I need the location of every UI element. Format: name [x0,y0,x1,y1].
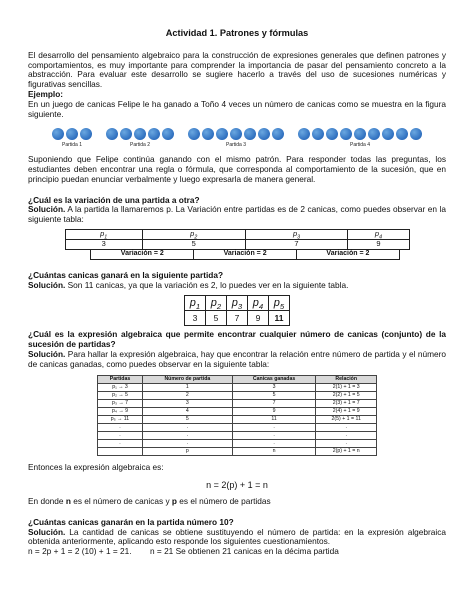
question-4: ¿Cuántas canicas ganarán en la partida número 10? [28,516,234,527]
table-cell: Variación = 2 [91,249,194,259]
marble-icon [368,128,380,140]
table-row [98,391,377,399]
table-cell: n [232,447,316,455]
table-cell: . [232,439,316,447]
marble-icon [326,128,338,140]
formula: n = 2(p) + 1 = n [206,480,268,491]
table-cell: p₃ → 7 [98,399,143,407]
table-cell: 3 [185,311,206,326]
solution-1-label: Solución. [28,204,66,215]
table-cell: 2(1) + 1 = 3 [316,383,377,391]
table-cell: $p_2$ [206,296,227,311]
table-header-row [98,375,377,383]
table-header: Partidas [98,375,143,383]
solution-2-label: Solución. [28,279,66,290]
solution-4-label: Solución. [28,526,66,537]
table-cell: 9 [248,311,269,326]
marble-row [298,128,422,140]
table-cell: 3 [65,239,142,249]
marble-icon [148,128,160,140]
table-row [98,415,377,423]
table-cell: $p_2$ [142,229,245,239]
marble-icon [80,128,92,140]
table-cell: p [142,447,232,455]
marble-icon [340,128,352,140]
table-header: Relación [316,375,377,383]
table-cell: 2 [142,391,232,399]
marble-group [106,128,174,149]
table-cell: p₅ → 11 [98,415,143,423]
table-cell: 9 [232,407,316,415]
solution-3-text: Para hallar la expresión algebraica, hay que encontrar la relación entre número de partida y el número de canicas ganadas, como puedes observar en la siguiente tabla: [28,349,446,369]
table-cell: . [98,423,143,431]
page-title: Actividad 1. Patrones y fórmulas [165,28,309,38]
table-cell [98,447,143,455]
table-row [98,431,377,439]
table-row [185,296,290,311]
marble-icon [66,128,78,140]
table-row [98,423,377,431]
table-cell: $p_3$ [227,296,248,311]
table-row [65,239,409,249]
suppose-paragraph: Suponiendo que Felipe continúa ganando con el mismo patrón. Para responder todas las preguntas, los estudiantes deben encontrar una regla o fórmula, que corresponda al comportamiento de la sucesión, que en principio puedan enunciar verbalmente y luego expresarla de manera general. [28,154,446,184]
marble-icon [134,128,146,140]
table-row [65,229,409,239]
marble-group [298,128,422,149]
relation-table [97,375,377,456]
table-cell: 4 [142,407,232,415]
question-1: ¿Cuál es la variación de una partida a otra? [28,194,200,205]
table-cell: 2(5) + 1 = 11 [316,415,377,423]
table-cell: p₄ → 9 [98,407,143,415]
final-answer: n = 2p + 1 = 2 (10) + 1 = 21. n = 21 Se obtienen 21 canicas en la décima partida [28,546,339,557]
table-cell: 2(3) + 1 = 7 [316,399,377,407]
marble-icon [106,128,118,140]
marble-icon [258,128,270,140]
solution-2 [28,281,446,291]
marble-icon [410,128,422,140]
table-cell: p₂ → 5 [98,391,143,399]
intro-paragraph: El desarrollo del pensamiento algebraico para la construcción de expresiones generales que definen patrones y comportamientos, es muy importante para comprender la importancia de pasar del pensamiento concreto a la abstracción. Para evaluar este desarrollo se sugiere hacerlo a través del uso de sucesiones numéricas y figurativas sencillas. [28,49,446,90]
marble-icon [272,128,284,140]
table-cell: . [142,423,232,431]
next-game-table [184,295,290,326]
variation-table [65,229,410,260]
marble-icon [244,128,256,140]
table-row [65,249,409,259]
table-cell: 7 [245,239,348,249]
table-cell: p₁ → 3 [98,383,143,391]
solution-3-label: Solución. [28,349,66,360]
table-cell: 1 [142,383,232,391]
table-cell: 5 [142,415,232,423]
table-cell: 11 [269,311,290,326]
solution-4-text: La cantidad de canicas se obtiene sustituyendo el número de partida: en la expresión algebraica obtenida anteriormente, aplicando esto responde los siguientes cuestionamientos. [28,526,446,547]
table-row [98,447,377,455]
table-cell: $p_3$ [245,229,348,239]
table-row [98,439,377,447]
question-2: ¿Cuántas canicas ganará en la siguiente partida? [28,269,224,280]
marble-group-label: Partida 3 [225,142,246,149]
marble-icon [382,128,394,140]
table-cell: Variación = 2 [297,249,400,259]
table-cell: Variación = 2 [194,249,297,259]
table-cell: 3 [142,399,232,407]
marble-icon [354,128,366,140]
marble-icon [312,128,324,140]
table-cell: $p_4$ [348,229,409,239]
marble-icon [162,128,174,140]
marble-group [52,128,92,149]
table-cell: $p_1$ [185,296,206,311]
then-text: Entonces la expresión algebraica es: [28,461,164,472]
marble-icon [120,128,132,140]
table-cell: 5 [232,391,316,399]
table-cell: 5 [142,239,245,249]
marble-row [106,128,174,140]
table-cell: $p_1$ [65,229,142,239]
solution-3 [28,350,446,370]
table-row [98,399,377,407]
marble-row [52,128,92,140]
solution-4 [28,528,446,548]
table-row [98,407,377,415]
marble-group-label: Partida 1 [61,142,82,149]
solution-2-text: Son 11 canicas, ya que la variación es 2, lo puedes ver en la siguiente tabla. [65,279,349,290]
table-cell: . [316,439,377,447]
table-cell: 2(p) + 1 = n [316,447,377,455]
table-row [98,383,377,391]
table-cell: $p_5$ [269,296,290,311]
table-cell: 7 [232,399,316,407]
table-cell: . [142,439,232,447]
table-cell: . [316,423,377,431]
marble-icon [230,128,242,140]
marble-icon [188,128,200,140]
marble-group-label: Partida 2 [129,142,150,149]
table-header: Número de partida [142,375,232,383]
table-cell: 9 [348,239,409,249]
marble-group-label: Partida 4 [349,142,370,149]
question-3: ¿Cuál es la expresión algebraica que permite encontrar cualquier número de canicas (conjunto) de la sucesión de partidas? [28,329,446,350]
marble-icon [216,128,228,140]
table-cell: 7 [227,311,248,326]
table-cell: . [98,439,143,447]
table-cell: . [98,431,143,439]
example-text: En un juego de canicas Felipe le ha ganado a Toño 4 veces un número de canicas como se muestra en la figura siguiente. [28,98,446,119]
marble-row [188,128,284,140]
marbles-figure [28,128,446,149]
solution-1-text: A la partida la llamaremos p. La Variación entre partidas es de 2 canicas, como puedes observar en la siguiente tabla: [28,204,446,225]
solution-1 [28,205,446,225]
table-cell: $p_4$ [248,296,269,311]
table-header: Canicas ganadas [232,375,316,383]
table-cell: . [232,423,316,431]
marble-icon [396,128,408,140]
marble-icon [52,128,64,140]
marble-group [188,128,284,149]
table-cell: . [232,431,316,439]
table-cell: 5 [206,311,227,326]
table-row [185,311,290,326]
marble-icon [298,128,310,140]
table-cell: 11 [232,415,316,423]
table-cell: . [316,431,377,439]
marble-icon [202,128,214,140]
table-cell: . [142,431,232,439]
table-cell: 2(4) + 1 = 9 [316,407,377,415]
example-heading: Ejemplo: [28,88,64,99]
where-text: En donde n es el número de canicas y p es el número de partidas [28,495,271,506]
table-cell: 2(2) + 1 = 5 [316,391,377,399]
table-cell: 3 [232,383,316,391]
